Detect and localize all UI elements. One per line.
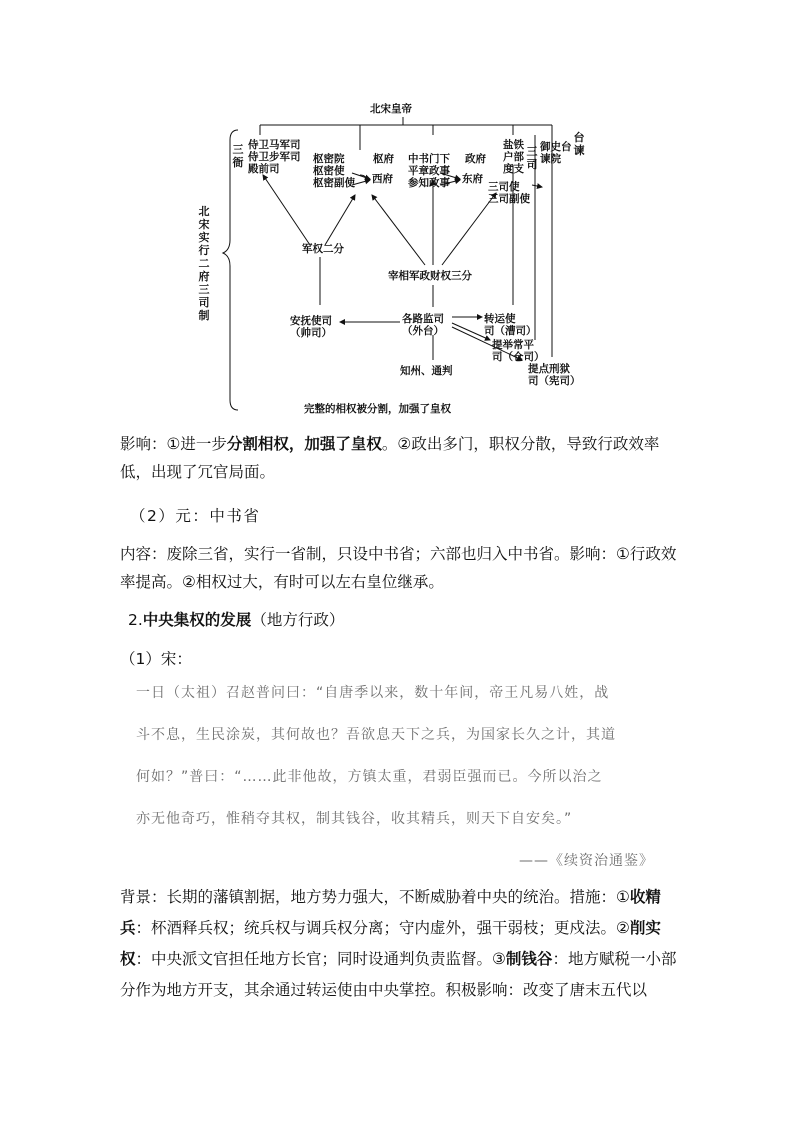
sansishi-label: 三司使 三司副使 (488, 181, 530, 205)
sanya-label: 三衙 (232, 143, 244, 169)
xifu-label: 西府 (372, 173, 393, 185)
anfu-label: 安抚使司 （帅司） (290, 315, 332, 339)
zaixiang-label: 宰相军政财权三分 (388, 270, 472, 282)
p3-text: ：杯酒释兵权；统兵权与调兵权分离；守内虚外，强干弱枝；更戍法。② (135, 919, 630, 937)
p1-text: 影响：①进一步 (120, 435, 227, 453)
shumi-items: 枢密院 枢密使 枢密副使 (313, 153, 355, 189)
song-heading: （1）宋： (120, 650, 192, 668)
p3-bold-1: 收精兵 (120, 888, 661, 937)
tiju-label: 提举常平 司（仓司） (492, 339, 545, 363)
zhengfu-label: 政府 (465, 153, 486, 165)
sansi-label: 三司 (526, 145, 538, 171)
section-number: 2. (128, 611, 143, 629)
zhuanyun-label: 转运使 司（漕司） (484, 313, 537, 337)
p3-text: ：中央派文官担任地方长官；同时设通判负责监督。③ (135, 950, 506, 968)
junquan-label: 军权二分 (302, 243, 344, 255)
taijian-label: 台谏 (573, 131, 585, 157)
song-government-diagram (190, 95, 610, 425)
sansi-items: 盐铁 户部 度支 (503, 139, 524, 175)
influence-paragraph (120, 430, 680, 486)
quote-block (136, 672, 666, 882)
quote-line: 一日（太祖）召赵普问曰：“自唐季以来，数十年间，帝王凡易八姓，战 (136, 685, 610, 701)
tidian-label: 提点刑狱 司（宪司） (528, 363, 581, 387)
zhizhou-label: 知州、通判 (400, 365, 453, 377)
p3-bold-2: 削实权 (120, 919, 661, 968)
shumi-fu-label: 枢府 (373, 153, 394, 165)
section-subtitle: （地方行政） (251, 611, 345, 629)
section-title: 中央集权的发展 (142, 611, 252, 629)
jianse-label: 各路监司 （外台） (402, 313, 444, 337)
yushi-label: 御史台 谏院 (540, 141, 572, 165)
quote-line: 亦无他奇巧，惟稍夺其权，制其钱谷，收其精兵，则天下自安矣。” (136, 811, 573, 827)
emperor-label: 北宋皇帝 (370, 103, 412, 115)
diagram-conclusion: 完整的相权被分割，加强了皇权 (304, 403, 451, 415)
zhengshi-items: 中书门下 平章政事 参知政事 (408, 153, 450, 189)
quote-line: 斗不息，生民涂炭，其何故也？吾欲息天下之兵，为国家长久之计，其道 (136, 727, 616, 743)
yuan-heading: （2）元：中书省 (130, 507, 261, 525)
dongfu-label: 东府 (462, 173, 483, 185)
section-heading (128, 606, 688, 634)
sanya-items: 侍卫马军司 侍卫步军司 殿前司 (248, 139, 301, 175)
p3-text: ：地方赋税一小部分作为地方开支，其余通过转运使由中央掌控。积极影响：改变了唐末五代以 (120, 950, 677, 999)
quote-line: 何如？”普曰：“……此非他故，方镇太重，君弱臣强而已。今所以治之 (136, 769, 603, 785)
quote-source: ——《续资治通鉴》 (519, 853, 654, 869)
yuan-paragraph: 内容：废除三省，实行一省制，只设中书省；六部也归入中书省。影响：①行政效率提高。②相权过大，有时可以左右皇位继承。 (120, 545, 677, 591)
song-measures-paragraph (120, 882, 680, 1006)
p1-bold: 分割相权，加强了皇权 (226, 435, 382, 453)
p3-text: 背景：长期的藩镇割据，地方势力强大，不断威胁着中央的统治。措施：① (120, 888, 630, 906)
system-label: 北宋实行二府三司制 (198, 205, 210, 322)
p3-bold-3: 制钱谷 (505, 950, 553, 968)
p1-text-end: 。②政出多门，职权分散，导致行政效率低，出现了冗官局面。 (120, 435, 660, 481)
